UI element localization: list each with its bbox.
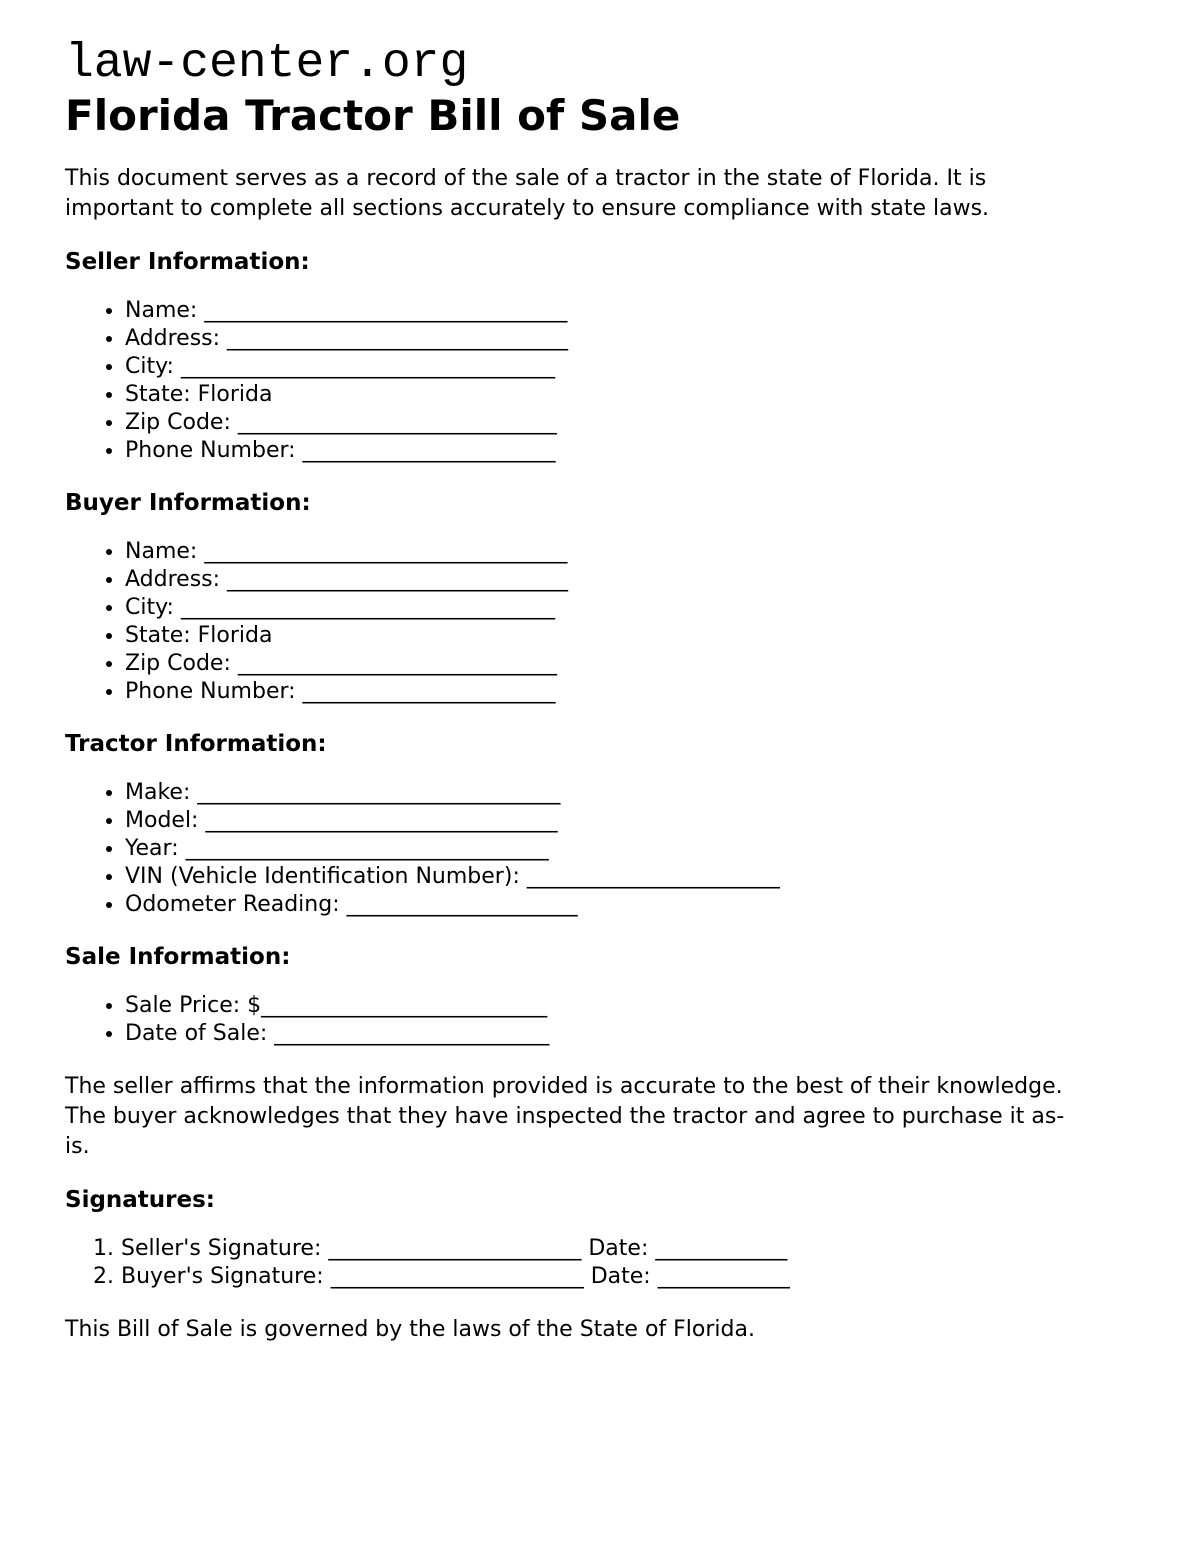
blank-line: _____________________ — [346, 892, 578, 918]
blank-line: _________________________________ — [204, 539, 568, 565]
seller-signature-row — [93, 1235, 1131, 1263]
buyer-zip-row — [125, 650, 1131, 678]
blank-line: _________________________ — [274, 1021, 550, 1047]
sale-section-heading: Sale Information: — [65, 944, 291, 971]
field-label: Name: — [125, 298, 198, 324]
blank-line: ________________________________ — [205, 808, 558, 834]
field-label: Zip Code: — [125, 410, 231, 436]
tractor-model-row — [125, 807, 1131, 835]
seller-city-row — [125, 353, 1131, 381]
tractor-odometer-row — [125, 891, 1131, 919]
seller-name-row — [125, 297, 1131, 325]
buyer-name-row — [125, 538, 1131, 566]
field-label: Phone Number: — [125, 679, 296, 705]
field-label: Make: — [125, 780, 191, 806]
date-blank-line: ____________ — [655, 1236, 788, 1262]
seller-zip-row — [125, 409, 1131, 437]
signature-blank-line: _______________________ — [328, 1236, 582, 1262]
buyer-signature-row — [93, 1263, 1131, 1291]
signatures-list — [65, 1235, 1131, 1291]
blank-line: _____________________________ — [237, 651, 557, 677]
tractor-year-row — [125, 835, 1131, 863]
signature-blank-line: _______________________ — [330, 1264, 584, 1290]
seller-address-row — [125, 325, 1131, 353]
sale-date-row — [125, 1020, 1131, 1048]
seller-section-heading: Seller Information: — [65, 249, 310, 276]
blank-line: _________________________________ — [185, 836, 549, 862]
affirmation-line: is. — [65, 1134, 90, 1160]
document-title: Florida Tractor Bill of Sale — [65, 91, 681, 140]
field-label: Year: — [125, 836, 179, 862]
buyer-section-heading: Buyer Information: — [65, 490, 311, 517]
field-label: Name: — [125, 539, 198, 565]
blank-line: __________________________________ — [180, 354, 555, 380]
blank-line: _________________________________ — [204, 298, 568, 324]
signatures-section-heading: Signatures: — [65, 1187, 216, 1214]
date-blank-line: ____________ — [657, 1264, 790, 1290]
field-label: City: — [125, 354, 174, 380]
buyer-phone-row — [125, 678, 1131, 706]
buyer-info-list — [65, 538, 1131, 706]
field-label: Phone Number: — [125, 438, 296, 464]
tractor-vin-row — [125, 863, 1131, 891]
field-label: Seller's Signature: — [121, 1236, 322, 1262]
field-label: Zip Code: — [125, 651, 231, 677]
sale-info-list — [65, 992, 1131, 1048]
blank-line: _______________________________ — [227, 567, 569, 593]
field-label: Buyer's Signature: — [121, 1264, 324, 1290]
seller-info-list — [65, 297, 1131, 465]
buyer-state-row — [125, 622, 1131, 650]
sale-price-row — [125, 992, 1131, 1020]
affirmation-line: The buyer acknowledges that they have inspected the tractor and agree to purchase it as- — [65, 1104, 1065, 1130]
blank-line: _________________________________ — [197, 780, 561, 806]
field-label: Sale Price: $ — [125, 993, 262, 1019]
date-label: Date: — [588, 1236, 649, 1262]
affirmation-paragraph — [65, 1072, 1131, 1162]
blank-line: _______________________________ — [227, 326, 569, 352]
field-label: Date of Sale: — [125, 1021, 268, 1047]
intro-line: important to complete all sections accurately to ensure compliance with state laws. — [65, 196, 990, 222]
field-label: Address: — [125, 567, 221, 593]
field-label: Address: — [125, 326, 221, 352]
buyer-city-row — [125, 594, 1131, 622]
intro-line: This document serves as a record of the sale of a tractor in the state of Florida. It is — [65, 166, 987, 192]
blank-line: _______________________ — [526, 864, 780, 890]
blank-line: __________________________________ — [180, 595, 555, 621]
tractor-section-heading: Tractor Information: — [65, 731, 327, 758]
field-label: State: Florida — [125, 382, 273, 408]
blank-line: _______________________ — [302, 679, 556, 705]
affirmation-line: The seller affirms that the information provided is accurate to the best of their knowledge. — [65, 1074, 1063, 1100]
field-label: Model: — [125, 808, 199, 834]
governing-law-note: This Bill of Sale is governed by the laws of the State of Florida. — [65, 1317, 755, 1343]
field-label: City: — [125, 595, 174, 621]
tractor-make-row — [125, 779, 1131, 807]
seller-phone-row — [125, 437, 1131, 465]
field-label: VIN (Vehicle Identification Number): — [125, 864, 520, 890]
field-label: Odometer Reading: — [125, 892, 340, 918]
site-name: law-center.org — [65, 37, 469, 91]
seller-state-row — [125, 381, 1131, 409]
list-number: 2. — [93, 1264, 114, 1290]
list-number: 1. — [93, 1236, 114, 1262]
blank-line: _______________________ — [302, 438, 556, 464]
blank-line: _____________________________ — [237, 410, 557, 436]
field-label: State: Florida — [125, 623, 273, 649]
blank-line: __________________________ — [261, 993, 548, 1019]
tractor-info-list — [65, 779, 1131, 919]
buyer-address-row — [125, 566, 1131, 594]
intro-paragraph — [65, 164, 1131, 224]
date-label: Date: — [590, 1264, 651, 1290]
